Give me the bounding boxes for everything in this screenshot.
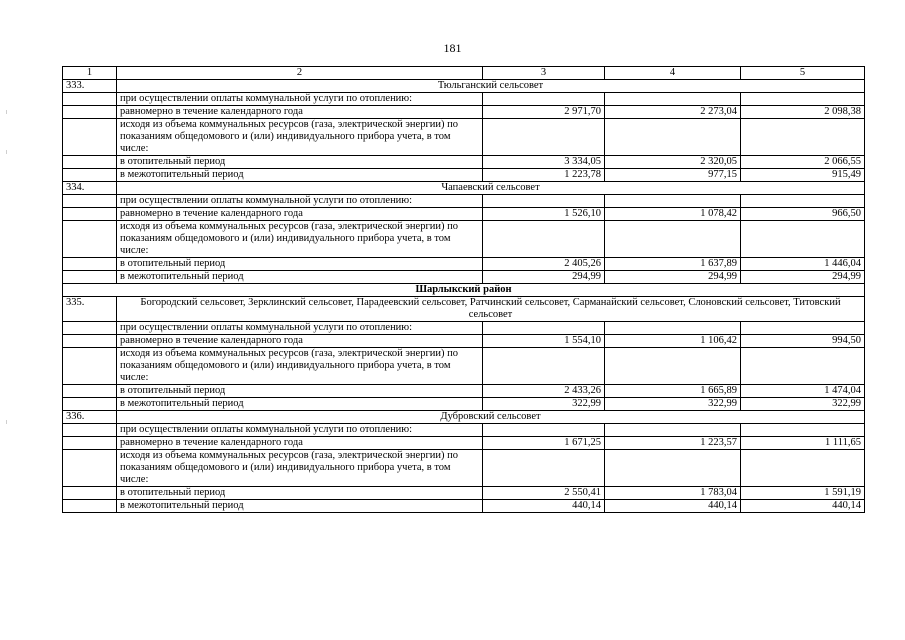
value-col3: 322,99: [483, 398, 605, 411]
value-col5: 294,99: [741, 271, 865, 284]
empty-cell: [63, 348, 117, 385]
data-row: [63, 487, 865, 500]
value-col5: 1 591,19: [741, 487, 865, 500]
value-col4: 1 783,04: [605, 487, 741, 500]
column-header: 3: [483, 67, 605, 80]
value-col4: 322,99: [605, 398, 741, 411]
empty-cell: [63, 500, 117, 513]
district-title: Шарлыкский район: [63, 284, 865, 297]
value-col3: 1 223,78: [483, 169, 605, 182]
data-row: [63, 322, 865, 335]
row-label: в отопительный период: [117, 385, 483, 398]
value-col3: 2 550,41: [483, 487, 605, 500]
row-label: в отопительный период: [117, 487, 483, 500]
value-col4: 1 223,57: [605, 437, 741, 450]
settlement-title: Дубровский сельсовет: [117, 411, 865, 424]
value-col5: [741, 119, 865, 156]
value-col5: [741, 450, 865, 487]
row-label: при осуществлении оплаты коммунальной услуги по отоплению:: [117, 93, 483, 106]
settlement-row: [63, 297, 865, 322]
data-row: [63, 93, 865, 106]
value-col4: 1 637,89: [605, 258, 741, 271]
value-col3: [483, 119, 605, 156]
empty-cell: [63, 258, 117, 271]
value-col3: [483, 322, 605, 335]
row-number: 336.: [63, 411, 117, 424]
value-col5: [741, 221, 865, 258]
value-col4: [605, 322, 741, 335]
row-label: исходя из объема коммунальных ресурсов (газа, электрической энергии) по показаниям общедомового и (или) индивидуального прибора учета, в том числе:: [117, 119, 483, 156]
row-number: 333.: [63, 80, 117, 93]
settlement-row: [63, 80, 865, 93]
value-col3: 1 554,10: [483, 335, 605, 348]
data-row: [63, 221, 865, 258]
row-label: исходя из объема коммунальных ресурсов (газа, электрической энергии) по показаниям общедомового и (или) индивидуального прибора учета, в том числе:: [117, 348, 483, 385]
value-col5: 1 474,04: [741, 385, 865, 398]
empty-cell: [63, 398, 117, 411]
value-col4: 977,15: [605, 169, 741, 182]
row-label: при осуществлении оплаты коммунальной услуги по отоплению:: [117, 322, 483, 335]
data-row: [63, 156, 865, 169]
tariff-table: [62, 66, 865, 513]
row-label: в отопительный период: [117, 156, 483, 169]
data-row: [63, 335, 865, 348]
settlement-row: [63, 411, 865, 424]
empty-cell: [63, 208, 117, 221]
value-col3: 2 405,26: [483, 258, 605, 271]
settlement-row: [63, 182, 865, 195]
value-col3: [483, 195, 605, 208]
value-col3: [483, 424, 605, 437]
data-row: [63, 424, 865, 437]
data-row: [63, 119, 865, 156]
empty-cell: [63, 156, 117, 169]
empty-cell: [63, 335, 117, 348]
data-row: [63, 398, 865, 411]
empty-cell: [63, 169, 117, 182]
empty-cell: [63, 271, 117, 284]
empty-cell: [63, 221, 117, 258]
district-row: [63, 284, 865, 297]
value-col5: 322,99: [741, 398, 865, 411]
data-row: [63, 500, 865, 513]
value-col5: [741, 195, 865, 208]
row-number: 335.: [63, 297, 117, 322]
value-col3: [483, 221, 605, 258]
scan-artifact: [6, 110, 7, 114]
row-label: равномерно в течение календарного года: [117, 208, 483, 221]
scan-artifact: [6, 150, 7, 154]
settlement-title: Чапаевский сельсовет: [117, 182, 865, 195]
empty-cell: [63, 487, 117, 500]
value-col3: [483, 93, 605, 106]
empty-cell: [63, 450, 117, 487]
value-col5: 440,14: [741, 500, 865, 513]
value-col3: 440,14: [483, 500, 605, 513]
value-col3: [483, 348, 605, 385]
row-label: в межотопительный период: [117, 398, 483, 411]
value-col4: [605, 195, 741, 208]
value-col5: 1 446,04: [741, 258, 865, 271]
value-col4: 294,99: [605, 271, 741, 284]
column-header-row: [63, 67, 865, 80]
value-col5: [741, 93, 865, 106]
row-label: при осуществлении оплаты коммунальной услуги по отоплению:: [117, 424, 483, 437]
value-col4: [605, 119, 741, 156]
data-row: [63, 271, 865, 284]
empty-cell: [63, 385, 117, 398]
data-row: [63, 208, 865, 221]
column-header: 5: [741, 67, 865, 80]
data-row: [63, 385, 865, 398]
value-col4: [605, 424, 741, 437]
row-label: исходя из объема коммунальных ресурсов (газа, электрической энергии) по показаниям общедомового и (или) индивидуального прибора учета, в том числе:: [117, 221, 483, 258]
scan-artifact: [6, 420, 7, 424]
row-number: 334.: [63, 182, 117, 195]
value-col3: 2 971,70: [483, 106, 605, 119]
value-col4: 2 320,05: [605, 156, 741, 169]
data-row: [63, 195, 865, 208]
value-col5: 2 066,55: [741, 156, 865, 169]
column-header: 4: [605, 67, 741, 80]
row-label: равномерно в течение календарного года: [117, 437, 483, 450]
value-col3: 294,99: [483, 271, 605, 284]
value-col4: [605, 221, 741, 258]
row-label: при осуществлении оплаты коммунальной услуги по отоплению:: [117, 195, 483, 208]
empty-cell: [63, 437, 117, 450]
data-row: [63, 348, 865, 385]
value-col4: 1 078,42: [605, 208, 741, 221]
column-header: 2: [117, 67, 483, 80]
value-col4: 1 106,42: [605, 335, 741, 348]
column-header: 1: [63, 67, 117, 80]
value-col5: 994,50: [741, 335, 865, 348]
value-col4: [605, 450, 741, 487]
row-label: исходя из объема коммунальных ресурсов (газа, электрической энергии) по показаниям общедомового и (или) индивидуального прибора учета, в том числе:: [117, 450, 483, 487]
settlement-title: Богородский сельсовет, Зерклинский сельсовет, Парадеевский сельсовет, Ратчинский сельсовет, Сарманайский сельсовет, Слоновский сельсовет, Титовский сельсовет: [117, 297, 865, 322]
empty-cell: [63, 93, 117, 106]
value-col5: [741, 322, 865, 335]
row-label: в отопительный период: [117, 258, 483, 271]
data-row: [63, 437, 865, 450]
value-col4: [605, 348, 741, 385]
row-label: равномерно в течение календарного года: [117, 335, 483, 348]
row-label: в межотопительный период: [117, 169, 483, 182]
data-row: [63, 106, 865, 119]
data-row: [63, 450, 865, 487]
empty-cell: [63, 424, 117, 437]
data-row: [63, 169, 865, 182]
value-col3: 1 526,10: [483, 208, 605, 221]
value-col5: [741, 348, 865, 385]
data-row: [63, 258, 865, 271]
value-col5: 2 098,38: [741, 106, 865, 119]
value-col4: 2 273,04: [605, 106, 741, 119]
empty-cell: [63, 119, 117, 156]
settlement-title: Тюльганский сельсовет: [117, 80, 865, 93]
empty-cell: [63, 195, 117, 208]
value-col5: 1 111,65: [741, 437, 865, 450]
empty-cell: [63, 106, 117, 119]
row-label: в межотопительный период: [117, 271, 483, 284]
value-col4: 440,14: [605, 500, 741, 513]
value-col3: [483, 450, 605, 487]
value-col4: 1 665,89: [605, 385, 741, 398]
value-col5: [741, 424, 865, 437]
value-col5: 915,49: [741, 169, 865, 182]
value-col3: 1 671,25: [483, 437, 605, 450]
page-number: 181: [443, 41, 462, 55]
value-col3: 2 433,26: [483, 385, 605, 398]
value-col4: [605, 93, 741, 106]
empty-cell: [63, 322, 117, 335]
value-col3: 3 334,05: [483, 156, 605, 169]
row-label: равномерно в течение календарного года: [117, 106, 483, 119]
row-label: в межотопительный период: [117, 500, 483, 513]
value-col5: 966,50: [741, 208, 865, 221]
